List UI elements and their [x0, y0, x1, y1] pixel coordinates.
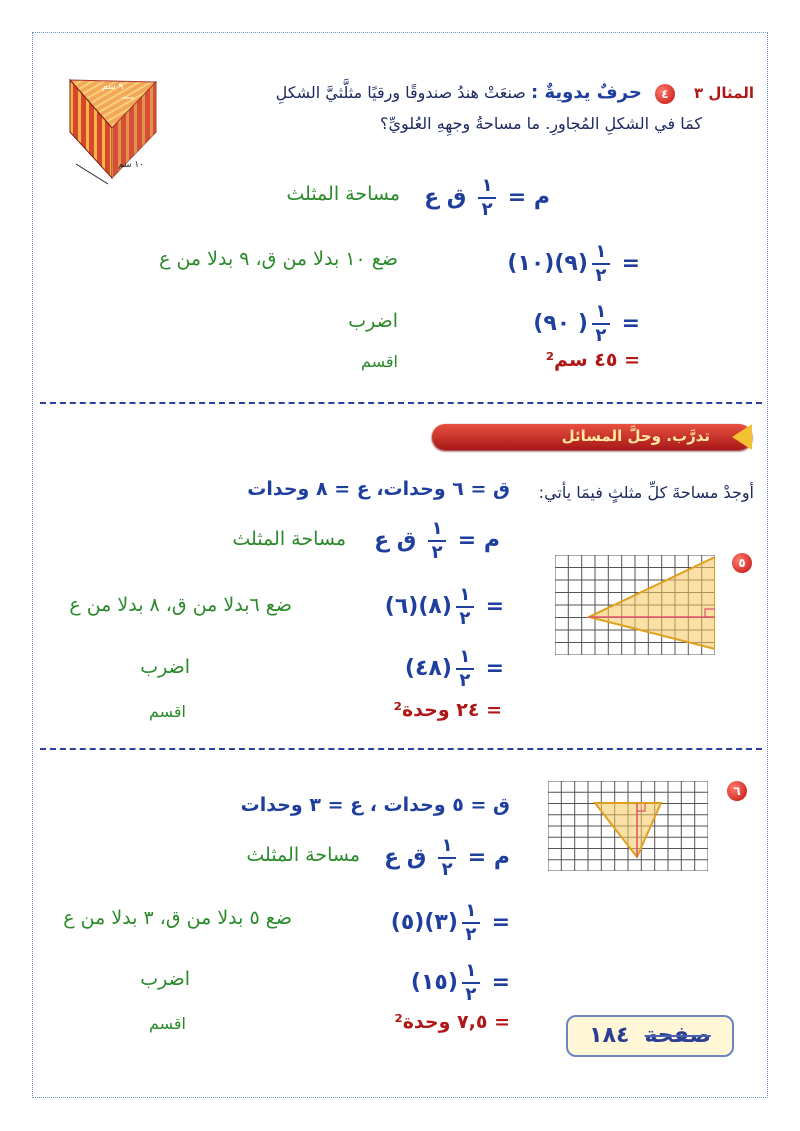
fraction-numerator: ١ [459, 584, 471, 605]
problem-5-step-3 [397, 648, 504, 690]
fraction [462, 962, 480, 1004]
practice-banner [432, 424, 752, 450]
fraction-numerator: ١ [459, 646, 471, 667]
problem-5-step-1 [374, 520, 500, 562]
example-note-4: اقسم [360, 352, 398, 371]
example-number-badge: ٤ [655, 84, 675, 104]
page-label: صفحة [644, 1023, 711, 1048]
step-expr-post: ق ع [424, 185, 475, 210]
problem-6-note-1: مساحة المثلث [246, 844, 360, 866]
fraction-numerator: ١ [465, 900, 477, 921]
problem-5-answer: = ٢٤ وحدة² [393, 699, 502, 721]
example-line1: صنعَتْ هندُ صندوقًا ورقيًا مثلَّثيَّ الشكلِ [275, 83, 526, 102]
fraction [592, 243, 610, 285]
step-expr-post: (٥)(٣) [383, 910, 458, 935]
fraction [478, 177, 496, 219]
problem-5-note-2: ضع ٦بدلا من ق، ٨ بدلا من ع [69, 594, 292, 616]
fraction [428, 520, 446, 562]
fraction-denominator: ٢ [465, 924, 477, 945]
fraction-numerator: ١ [441, 835, 453, 856]
fraction [456, 648, 474, 690]
banner-arrow-icon [732, 424, 752, 450]
fraction [462, 902, 480, 944]
step-expr-pre: = [477, 656, 504, 681]
problem-6-badge: ٦ [727, 781, 747, 801]
problem-6-given: ق = ٥ وحدات ، ع = ٣ وحدات [240, 794, 510, 816]
example-note-3: اضرب [348, 310, 398, 332]
separator-1 [40, 402, 762, 404]
problem-6-answer: = ٧,٥ وحدة² [394, 1011, 510, 1033]
fraction-numerator: ١ [595, 301, 607, 322]
example-step-2 [500, 243, 640, 285]
step-expr-pre: م = [450, 528, 500, 553]
fraction [456, 586, 474, 628]
practice-instruction: أوجدْ مساحةَ كلِّ مثلثٍ فيمَا يأتي: [538, 483, 754, 502]
fraction [592, 303, 610, 345]
step-expr-post: ق ع [384, 845, 435, 870]
problem-5-given: ق = ٦ وحدات، ع = ٨ وحدات [247, 478, 510, 500]
example-step-1 [424, 177, 550, 219]
step-expr-post: (٩٠ ) [525, 311, 588, 336]
example-answer: = ٤٥ سم² [545, 349, 640, 371]
fraction-denominator: ٢ [595, 325, 607, 346]
fraction-denominator: ٢ [431, 542, 443, 563]
step-expr-post: (٤٨) [397, 656, 452, 681]
fraction-numerator: ١ [481, 175, 493, 196]
problem-6-grid-figure [548, 781, 708, 871]
problem-6-step-3 [403, 962, 510, 1004]
problem-6-step-2 [383, 902, 510, 944]
step-expr-pre: = [613, 311, 640, 336]
fraction-denominator: ٢ [481, 199, 493, 220]
fraction-denominator: ٢ [465, 984, 477, 1005]
example-note-2: ضع ١٠ بدلا من ق، ٩ بدلا من ع [159, 248, 398, 270]
example-title: حرفٌ يدويةٌ : [530, 82, 642, 103]
fraction [438, 837, 456, 879]
step-expr-pre: = [483, 910, 510, 935]
page-number-box [566, 1015, 734, 1057]
fraction-denominator: ٢ [441, 859, 453, 880]
fraction-denominator: ٢ [459, 670, 471, 691]
step-expr-pre: = [613, 251, 640, 276]
practice-banner-text: تدرَّب. وحلَّ المسائل [561, 427, 710, 445]
step-expr-pre: = [477, 594, 504, 619]
step-expr-pre: م = [460, 845, 510, 870]
fraction-denominator: ٢ [459, 608, 471, 629]
step-expr-post: ق ع [374, 528, 425, 553]
problem-6-note-4: اقسم [148, 1014, 186, 1033]
figure-label-top: ٩ سم [102, 82, 124, 92]
problem-6-step-1 [384, 837, 510, 879]
step-expr-pre: = [483, 970, 510, 995]
problem-5-note-3: اضرب [140, 656, 190, 678]
step-expr-pre: م = [500, 185, 550, 210]
example-label: المثال ٣ [694, 84, 754, 102]
page-number: ١٨٤ [589, 1023, 630, 1048]
fraction-numerator: ١ [595, 241, 607, 262]
fraction-denominator: ٢ [595, 265, 607, 286]
problem-6-note-2: ضع ٥ بدلا من ق، ٣ بدلا من ع [63, 907, 292, 929]
example-header [276, 82, 754, 104]
example-note-1: مساحة المثلث [286, 183, 400, 205]
problem-5-step-2 [377, 586, 504, 628]
step-expr-post: (٦)(٨) [377, 594, 452, 619]
step-expr-post: (١٠)(٩) [499, 251, 588, 276]
problem-5-note-4: اقسم [148, 702, 186, 721]
problem-6-note-3: اضرب [140, 968, 190, 990]
example-step-3 [526, 303, 640, 345]
step-expr-post: (١٥) [403, 970, 458, 995]
example-line2: كمَا في الشكلِ المُجاورِ. ما مساحةُ وجهِهِ العُلويِّ؟ [379, 114, 702, 133]
figure-label-side: ١٠ سم [118, 160, 145, 170]
fraction-numerator: ١ [465, 960, 477, 981]
problem-5-badge: ٥ [732, 553, 752, 573]
problem-5-note-1: مساحة المثلث [232, 528, 346, 550]
separator-2 [40, 748, 762, 750]
problem-5-grid-figure [555, 555, 715, 655]
fraction-numerator: ١ [431, 518, 443, 539]
